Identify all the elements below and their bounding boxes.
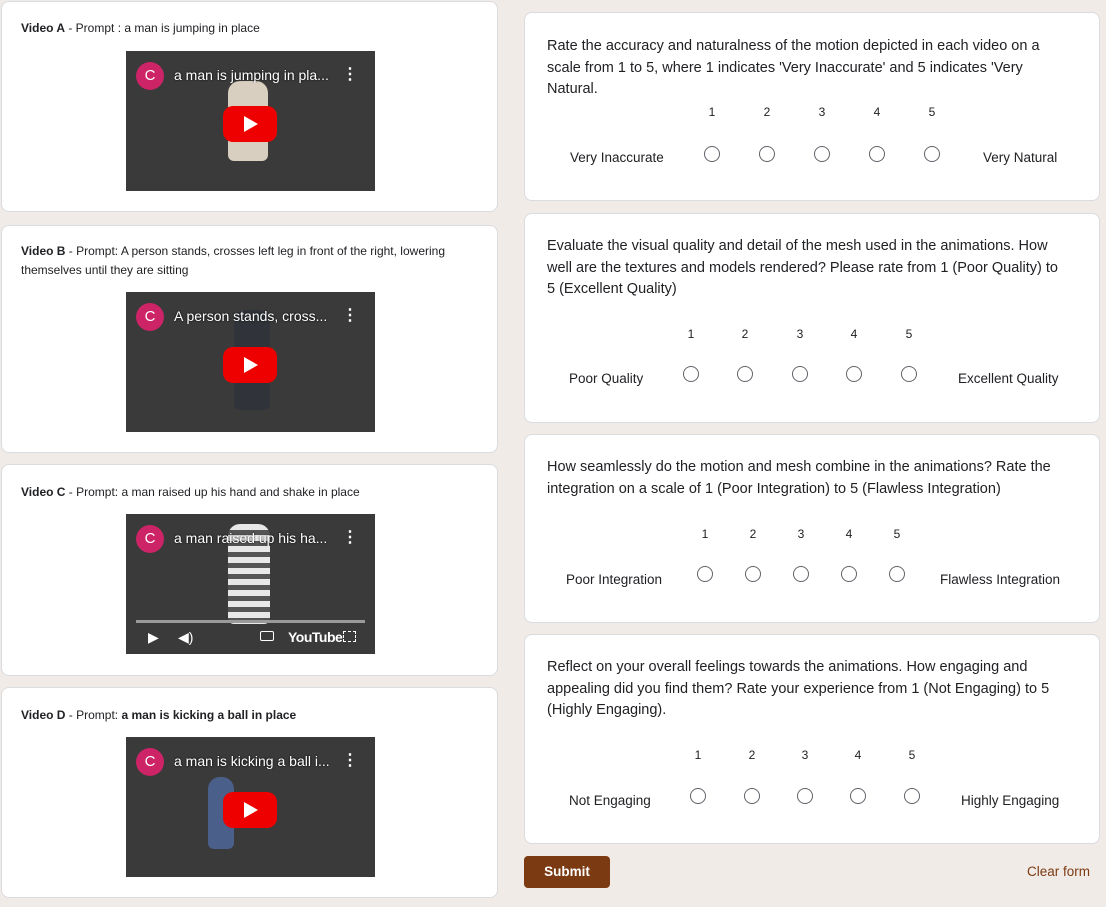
video-player-b[interactable] [126,292,375,432]
radio-option-1[interactable] [704,146,720,162]
question-card-1 [524,12,1100,201]
scale-number: 2 [741,327,749,341]
scale-number: 3 [796,327,804,341]
video-player-d[interactable] [126,737,375,877]
scale-number: 1 [687,327,695,341]
scale-number: 3 [818,105,826,119]
video-player-a[interactable] [126,51,375,191]
radio-option-4[interactable] [869,146,885,162]
channel-avatar[interactable]: C [136,525,164,553]
fullscreen-icon[interactable] [343,631,356,642]
video-title[interactable]: a man is kicking a ball i... [174,753,330,769]
radio-option-3[interactable] [792,366,808,382]
scale-low-label: Very Inaccurate [570,150,664,165]
radio-option-3[interactable] [814,146,830,162]
radio-option-3[interactable] [797,788,813,804]
scale-number: 5 [908,748,916,762]
more-options-icon[interactable]: ⋮ [342,752,358,769]
radio-option-2[interactable] [759,146,775,162]
scale-number: 1 [708,105,716,119]
video-card-b [1,225,498,453]
scale-number: 2 [763,105,771,119]
radio-option-3[interactable] [793,566,809,582]
question-card-2 [524,213,1100,423]
play-button[interactable] [223,792,277,828]
volume-icon[interactable]: ◀) [178,629,194,645]
more-options-icon[interactable]: ⋮ [342,529,358,546]
scale-number: 5 [893,527,901,541]
radio-option-5[interactable] [924,146,940,162]
video-player-c[interactable] [126,514,375,654]
video-prompt: Video D - Prompt: a man is kicking a ball in place [21,708,297,722]
question-text: Evaluate the visual quality and detail of the mesh used in the animations. How well are the textures and models rendered? Please rate from 1 (Poor Quality) to 5 (Excellent Quality) [547,238,1058,297]
radio-option-4[interactable] [841,566,857,582]
scale-number: 2 [749,527,757,541]
radio-option-1[interactable] [690,788,706,804]
scale-low-label: Poor Quality [569,371,644,386]
question-text: How seamlessly do the motion and mesh combine in the animations? Rate the integration on a scale of 1 (Poor Integration) to 5 (Flawless Integration) [547,459,1051,497]
radio-option-2[interactable] [745,566,761,582]
scale-number: 3 [797,527,805,541]
radio-option-2[interactable] [737,366,753,382]
scale-number: 2 [748,748,756,762]
play-icon[interactable]: ▶ [148,629,159,645]
youtube-logo[interactable]: YouTube [288,629,343,645]
radio-option-1[interactable] [683,366,699,382]
radio-option-5[interactable] [889,566,905,582]
captions-icon[interactable] [260,631,274,641]
video-prompt: Video C - Prompt: a man raised up his hand and shake in place [21,485,360,499]
radio-option-4[interactable] [846,366,862,382]
scale-low-label: Poor Integration [566,572,663,587]
question-text: Reflect on your overall feelings towards the animations. How engaging and appealing did you find them? Rate your experience from 1 (Not Engaging) to 5 (Highly Engaging). [547,659,1050,718]
scale-high-label: Flawless Integration [940,572,1061,587]
more-options-icon[interactable]: ⋮ [342,307,358,324]
scale-number: 4 [850,327,858,341]
scale-high-label: Very Natural [983,150,1058,165]
video-prompt: Video A - Prompt : a man is jumping in place [21,21,260,35]
video-prompt: Video B - Prompt: A person stands, crosses left leg in front of the right, lowering themselves until they are sitting [21,244,445,277]
question-card-3 [524,434,1100,623]
scale-high-label: Highly Engaging [961,793,1060,808]
video-card-c [1,464,498,676]
scale-number: 4 [845,527,853,541]
video-title[interactable]: a man is jumping in pla... [174,67,329,83]
radio-option-5[interactable] [901,366,917,382]
video-title[interactable]: a man raised up his ha... [174,530,328,546]
submit-button[interactable]: Submit [524,856,610,888]
scale-number: 5 [905,327,913,341]
video-card-a [1,1,498,212]
channel-avatar[interactable]: C [136,748,164,776]
scale-number: 1 [694,748,702,762]
channel-avatar[interactable]: C [136,62,164,90]
radio-option-2[interactable] [744,788,760,804]
video-title[interactable]: A person stands, cross... [174,308,328,324]
channel-avatar[interactable]: C [136,303,164,331]
scale-number: 5 [928,105,936,119]
radio-option-4[interactable] [850,788,866,804]
radio-option-1[interactable] [697,566,713,582]
question-card-4 [524,634,1100,844]
video-card-d [1,687,498,898]
scale-number: 1 [701,527,709,541]
question-text: Rate the accuracy and naturalness of the motion depicted in each video on a scale from 1 to 5, where 1 indicates 'Very Inaccurate' and 5 indicates 'Very Natural. [547,38,1040,97]
scale-high-label: Excellent Quality [958,371,1059,386]
scale-low-label: Not Engaging [569,793,651,808]
play-button[interactable] [223,106,277,142]
play-button[interactable] [223,347,277,383]
progress-bar[interactable] [136,620,365,623]
scale-number: 4 [873,105,881,119]
clear-form-link[interactable]: Clear form [1027,864,1091,879]
scale-number: 3 [801,748,809,762]
radio-option-5[interactable] [904,788,920,804]
scale-number: 4 [854,748,862,762]
more-options-icon[interactable]: ⋮ [342,66,358,83]
